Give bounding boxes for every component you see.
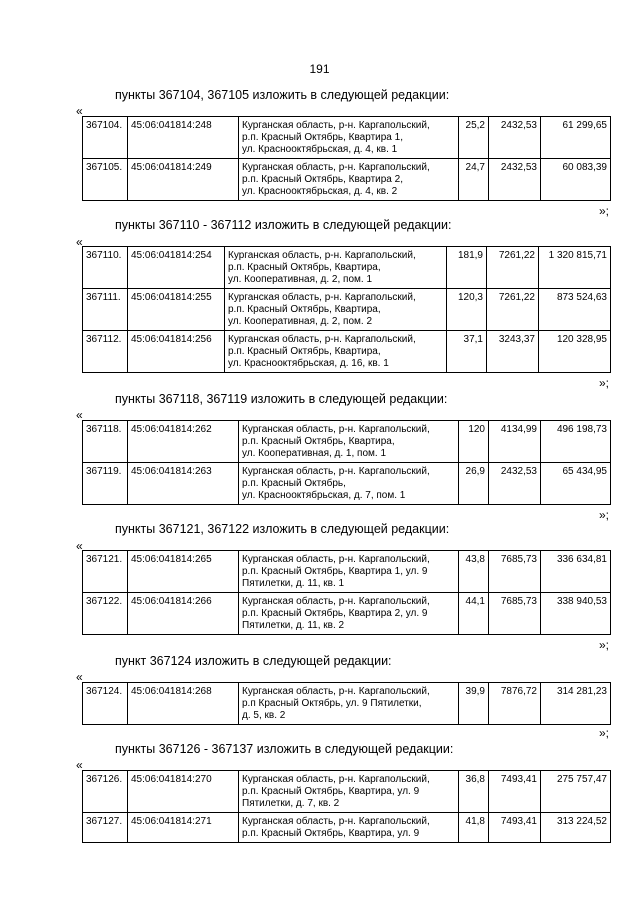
close-quote: »; — [598, 508, 609, 522]
area-value: 37,1 — [447, 331, 487, 373]
open-quote: « — [76, 408, 83, 422]
address-line: Курганская область, р-н. Каргапольский, — [242, 162, 430, 173]
address-line: р.п Красный Октябрь, ул. 9 Пятилетки, — [242, 698, 422, 709]
cadastral-number: 45:06:041814:263 — [128, 463, 239, 505]
row-number: 367105. — [83, 159, 128, 201]
total-value: 336 634,81 — [541, 551, 611, 593]
address-line: ул. Кооперативная, д. 2, пом. 2 — [228, 316, 373, 327]
area-value: 44,1 — [459, 593, 489, 635]
address-line: р.п. Красный Октябрь, — [242, 478, 346, 489]
address-line: Курганская область, р-н. Каргапольский, — [242, 816, 430, 827]
area-value: 36,8 — [459, 771, 489, 813]
total-value: 60 083,39 — [541, 159, 611, 201]
address-line: ул. Кооперативная, д. 1, пом. 1 — [242, 448, 387, 459]
cadastral-number: 45:06:041814:249 — [128, 159, 239, 201]
row-number: 367124. — [83, 683, 128, 725]
open-quote: « — [76, 758, 83, 772]
section-heading: пункты 367121, 367122 изложить в следующей редакции: — [115, 522, 450, 536]
total-value: 496 198,73 — [541, 421, 611, 463]
address-line: р.п. Красный Октябрь, Квартира, — [228, 346, 381, 357]
records-table — [82, 420, 611, 505]
row-number: 367119. — [83, 463, 128, 505]
price-value: 2432,53 — [489, 463, 541, 505]
address-line: р.п. Красный Октябрь, Квартира, — [242, 436, 395, 447]
address-line: р.п. Красный Октябрь, Квартира 1, — [242, 132, 403, 143]
price-value: 7261,22 — [487, 247, 539, 289]
address-line: р.п. Красный Октябрь, Квартира, ул. 9 — [242, 828, 420, 839]
address-line: р.п. Красный Октябрь, Квартира 2, ул. 9 — [242, 608, 428, 619]
address-cell — [225, 247, 447, 289]
row-number: 367122. — [83, 593, 128, 635]
table-row — [83, 813, 611, 843]
address-cell — [239, 593, 459, 635]
cadastral-number: 45:06:041814:262 — [128, 421, 239, 463]
address-cell — [239, 813, 459, 843]
cadastral-number: 45:06:041814:256 — [128, 331, 225, 373]
total-value: 314 281,23 — [541, 683, 611, 725]
table-row — [83, 159, 611, 201]
price-value: 7685,73 — [489, 551, 541, 593]
row-number: 367126. — [83, 771, 128, 813]
open-quote: « — [76, 235, 83, 249]
total-value: 65 434,95 — [541, 463, 611, 505]
close-quote: »; — [598, 204, 609, 218]
price-value: 2432,53 — [489, 159, 541, 201]
address-cell — [239, 421, 459, 463]
address-line: ул. Краснооктябрьская, д. 16, кв. 1 — [228, 358, 389, 369]
area-value: 120 — [459, 421, 489, 463]
table-row — [83, 289, 611, 331]
area-value: 24,7 — [459, 159, 489, 201]
address-line: Курганская область, р-н. Каргапольский, — [228, 334, 416, 345]
section-heading: пункты 367118, 367119 изложить в следующей редакции: — [115, 392, 448, 406]
address-cell — [239, 463, 459, 505]
total-value: 1 320 815,71 — [539, 247, 611, 289]
price-value: 7493,41 — [489, 813, 541, 843]
table-row — [83, 117, 611, 159]
price-value: 7493,41 — [489, 771, 541, 813]
address-line: р.п. Красный Октябрь, Квартира 2, — [242, 174, 403, 185]
address-line: Курганская область, р-н. Каргапольский, — [242, 596, 430, 607]
section-heading: пункты 367126 - 367137 изложить в следующей редакции: — [115, 742, 454, 756]
table-row — [83, 331, 611, 373]
row-number: 367127. — [83, 813, 128, 843]
records-table — [82, 116, 611, 201]
total-value: 275 757,47 — [541, 771, 611, 813]
price-value: 4134,99 — [489, 421, 541, 463]
area-value: 41,8 — [459, 813, 489, 843]
open-quote: « — [76, 104, 83, 118]
page-number: 191 — [309, 62, 330, 76]
address-line: Курганская область, р-н. Каргапольский, — [242, 686, 430, 697]
address-cell — [239, 117, 459, 159]
table-row — [83, 421, 611, 463]
address-line: ул. Кооперативная, д. 2, пом. 1 — [228, 274, 373, 285]
section-heading: пункт 367124 изложить в следующей редакции: — [115, 654, 392, 668]
cadastral-number: 45:06:041814:255 — [128, 289, 225, 331]
address-line: Курганская область, р-н. Каргапольский, — [228, 292, 416, 303]
total-value: 120 328,95 — [539, 331, 611, 373]
total-value: 61 299,65 — [541, 117, 611, 159]
table-row — [83, 247, 611, 289]
address-cell — [239, 159, 459, 201]
address-line: Курганская область, р-н. Каргапольский, — [242, 424, 430, 435]
price-value: 7876,72 — [489, 683, 541, 725]
address-cell — [225, 289, 447, 331]
address-cell — [239, 683, 459, 725]
address-line: р.п. Красный Октябрь, Квартира, ул. 9 — [242, 786, 420, 797]
open-quote: « — [76, 670, 83, 684]
close-quote: »; — [598, 726, 609, 740]
section-heading: пункты 367104, 367105 изложить в следующей редакции: — [115, 88, 450, 102]
records-table — [82, 246, 611, 373]
address-line: р.п. Красный Октябрь, Квартира, — [228, 304, 381, 315]
table-row — [83, 463, 611, 505]
area-value: 181,9 — [447, 247, 487, 289]
address-line: Пятилетки, д. 11, кв. 1 — [242, 578, 345, 589]
price-value: 3243,37 — [487, 331, 539, 373]
area-value: 39,9 — [459, 683, 489, 725]
row-number: 367112. — [83, 331, 128, 373]
area-value: 26,9 — [459, 463, 489, 505]
address-line: ул. Краснооктябрьская, д. 4, кв. 1 — [242, 144, 398, 155]
address-line: ул. Краснооктябрьская, д. 4, кв. 2 — [242, 186, 398, 197]
cadastral-number: 45:06:041814:248 — [128, 117, 239, 159]
table-row — [83, 593, 611, 635]
address-cell — [225, 331, 447, 373]
price-value: 7261,22 — [487, 289, 539, 331]
total-value: 873 524,63 — [539, 289, 611, 331]
records-table — [82, 682, 611, 725]
address-line: р.п. Красный Октябрь, Квартира, — [228, 262, 381, 273]
row-number: 367118. — [83, 421, 128, 463]
cadastral-number: 45:06:041814:266 — [128, 593, 239, 635]
address-line: Курганская область, р-н. Каргапольский, — [242, 466, 430, 477]
area-value: 120,3 — [447, 289, 487, 331]
cadastral-number: 45:06:041814:271 — [128, 813, 239, 843]
address-line: Курганская область, р-н. Каргапольский, — [228, 250, 416, 261]
total-value: 338 940,53 — [541, 593, 611, 635]
price-value: 7685,73 — [489, 593, 541, 635]
address-cell — [239, 551, 459, 593]
close-quote: »; — [598, 376, 609, 390]
row-number: 367104. — [83, 117, 128, 159]
price-value: 2432,53 — [489, 117, 541, 159]
address-line: р.п. Красный Октябрь, Квартира 1, ул. 9 — [242, 566, 428, 577]
address-line: Курганская область, р-н. Каргапольский, — [242, 120, 430, 131]
area-value: 25,2 — [459, 117, 489, 159]
total-value: 313 224,52 — [541, 813, 611, 843]
address-cell — [239, 771, 459, 813]
area-value: 43,8 — [459, 551, 489, 593]
address-line: ул. Краснооктябрьская, д. 7, пом. 1 — [242, 490, 406, 501]
cadastral-number: 45:06:041814:265 — [128, 551, 239, 593]
row-number: 367111. — [83, 289, 128, 331]
address-line: Курганская область, р-н. Каргапольский, — [242, 554, 430, 565]
records-table — [82, 550, 611, 635]
address-line: Пятилетки, д. 7, кв. 2 — [242, 798, 340, 809]
row-number: 367121. — [83, 551, 128, 593]
address-line: д. 5, кв. 2 — [242, 710, 286, 721]
cadastral-number: 45:06:041814:270 — [128, 771, 239, 813]
address-line: Курганская область, р-н. Каргапольский, — [242, 774, 430, 785]
table-row — [83, 683, 611, 725]
records-table — [82, 770, 611, 843]
section-heading: пункты 367110 - 367112 изложить в следующей редакции: — [115, 218, 452, 232]
cadastral-number: 45:06:041814:268 — [128, 683, 239, 725]
table-row — [83, 771, 611, 813]
address-line: Пятилетки, д. 11, кв. 2 — [242, 620, 345, 631]
cadastral-number: 45:06:041814:254 — [128, 247, 225, 289]
open-quote: « — [76, 539, 83, 553]
row-number: 367110. — [83, 247, 128, 289]
table-row — [83, 551, 611, 593]
close-quote: »; — [598, 638, 609, 652]
